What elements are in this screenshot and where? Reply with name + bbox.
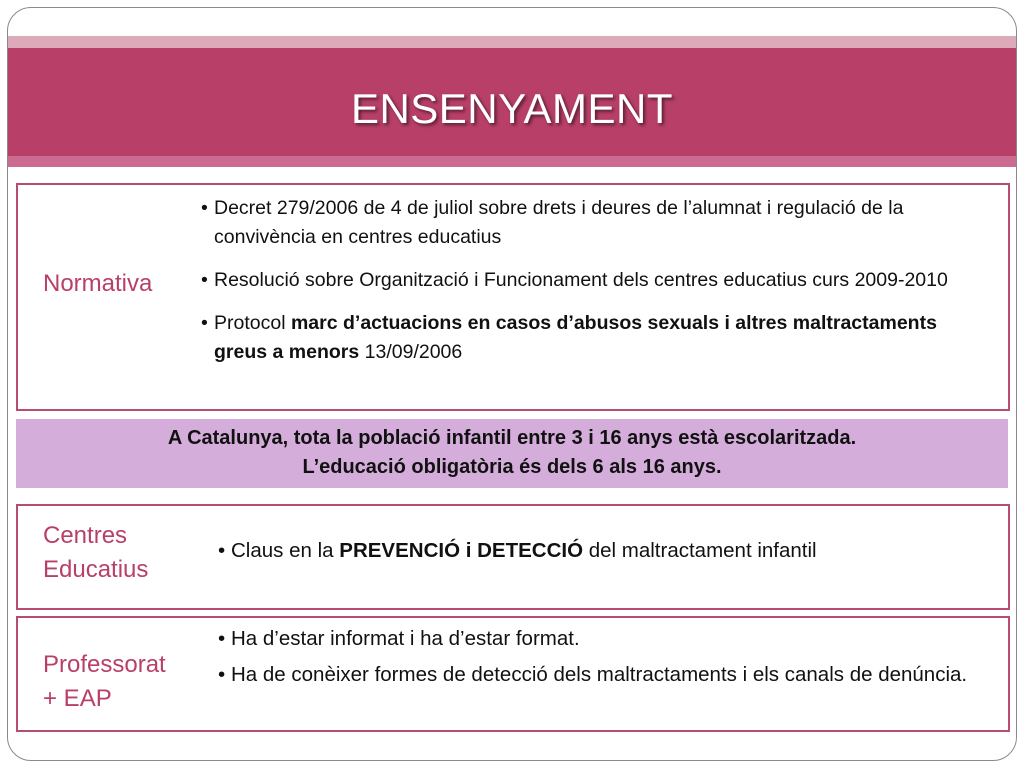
normativa-item-protocol — [201, 309, 981, 367]
centres-label-line2: Educatius — [43, 556, 149, 583]
professorat-item-text: Ha de conèixer formes de detecció dels maltractaments i els canals de denúncia. — [231, 663, 968, 686]
highlight-band — [16, 419, 1008, 488]
top-decor-stripe — [8, 36, 1016, 48]
bullet-icon: • — [201, 312, 208, 334]
bullet-icon: • — [218, 539, 226, 562]
professorat-label-line1: Professorat — [43, 651, 166, 678]
normativa-item-decret — [201, 194, 981, 252]
title-underline-stripe — [8, 156, 1016, 167]
normativa-item-text-pre: Protocol — [214, 312, 291, 334]
normativa-item-text-post: 13/09/2006 — [359, 341, 463, 363]
professorat-item-text: Ha d’estar informat i ha d’estar format. — [231, 627, 580, 650]
professorat-list — [218, 625, 988, 689]
centres-item-text-bold: PREVENCIÓ i DETECCIÓ — [339, 539, 584, 562]
centres-item-text-pre: Claus en la — [231, 539, 340, 562]
centres-item-text-post: del maltractament infantil — [583, 539, 817, 562]
professorat-item-deteccio — [218, 661, 988, 689]
normativa-item-resolucio — [201, 266, 981, 295]
normativa-list — [201, 194, 981, 367]
bullet-icon: • — [201, 197, 208, 219]
professorat-label — [43, 648, 166, 716]
bullet-icon: • — [201, 269, 208, 291]
centres-label — [43, 519, 148, 587]
professorat-label-line2: + EAP — [43, 685, 112, 712]
highlight-line-2: L’educació obligatòria és dels 6 als 16 anys. — [302, 456, 722, 478]
centres-box — [16, 504, 1010, 610]
centres-item — [218, 537, 988, 565]
normativa-item-text: Decret 279/2006 de 4 de juliol sobre drets i deures de l’alumnat i regulació de la convivència en centres educatius — [214, 197, 904, 248]
bullet-icon: • — [218, 663, 226, 686]
slide-title: ENSENYAMENT — [350, 85, 674, 132]
normativa-item-text: Resolució sobre Organització i Funcionament dels centres educatius curs 2009-2010 — [214, 269, 948, 291]
professorat-item-informat — [218, 625, 988, 653]
bullet-icon: • — [218, 627, 226, 650]
normativa-box — [16, 183, 1010, 411]
centres-list — [218, 537, 988, 565]
normativa-item-text-bold: marc d’actuacions en casos d’abusos sexuals i altres maltractaments greus a menors — [214, 312, 937, 363]
normativa-label: Normativa — [43, 270, 153, 297]
professorat-box — [16, 616, 1010, 732]
centres-label-line1: Centres — [43, 522, 128, 549]
highlight-line-1: A Catalunya, tota la població infantil entre 3 i 16 anys està escolaritzada. — [167, 427, 857, 449]
